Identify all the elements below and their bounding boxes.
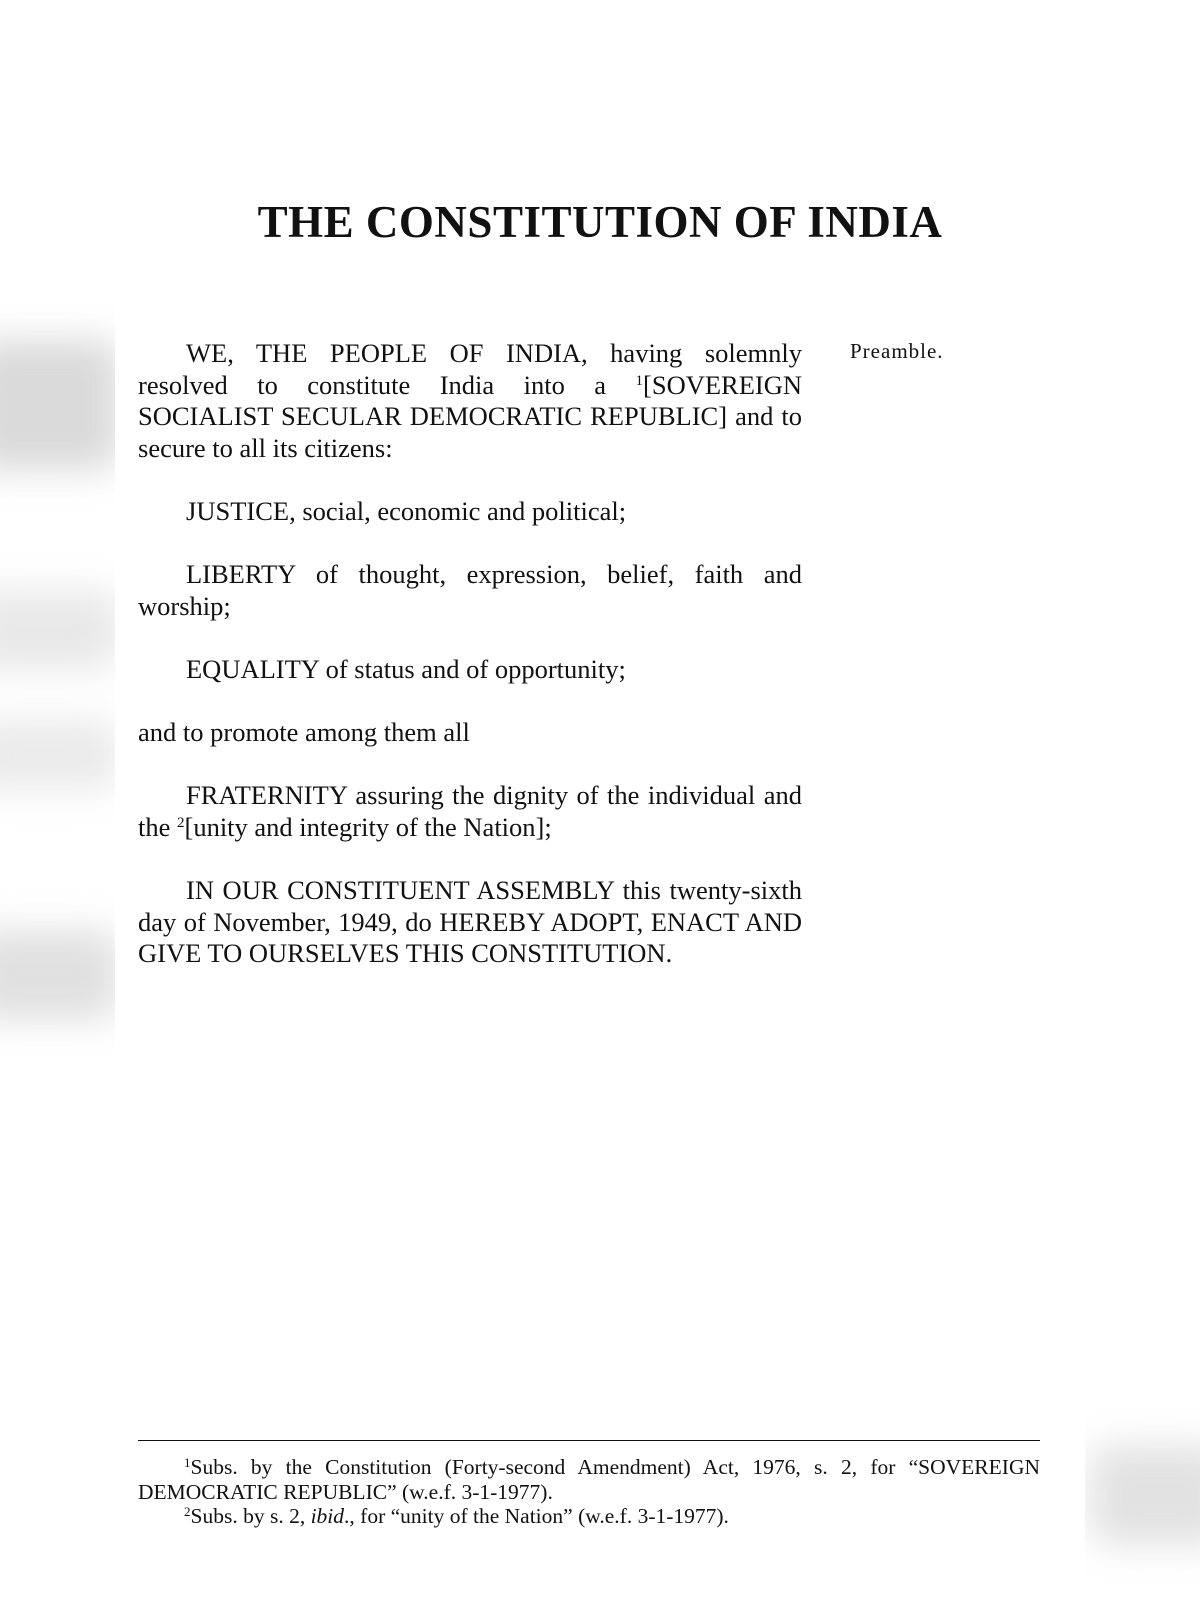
background-blur: [0, 930, 120, 1020]
footnote-2: $^2$Subs. by s. 2, ibid., for “unity of the Nation” (w.e.f. 3-1-1977).: [184, 1504, 729, 1528]
margin-note-preamble: Preamble.: [850, 339, 944, 363]
background-blur: [1090, 1445, 1200, 1545]
background-blur: [0, 590, 120, 670]
preamble-body: [138, 338, 802, 1001]
background-blur: [0, 340, 120, 470]
paragraph-equality: EQUALITY of status and of opportunity;: [186, 653, 626, 684]
footnote-ref-1[interactable]: 1: [635, 372, 643, 389]
paragraph-we-the-people: WE, THE PEOPLE OF INDIA, having solemnly resolved to constitute India into a $^1$[SOVEREIGN SOCIALIST SECULAR DEMOCRATIC REPUBLIC] and to secure to all its citizens:: [138, 338, 802, 463]
page-title: THE CONSTITUTION OF INDIA: [257, 197, 943, 247]
footnote-1: $^1$Subs. by the Constitution (Forty-second Amendment) Act, 1976, s. 2, for “SOVEREIGN DEMOCRATIC REPUBLIC” (w.e.f. 3-1-1977).: [138, 1455, 1040, 1504]
paragraph-fraternity: FRATERNITY assuring the dignity of the individual and the $^2$[unity and integrity of the Nation];: [138, 780, 802, 842]
footnote-divider: [138, 1440, 1040, 1441]
paragraph-liberty: LIBERTY of thought, expression, belief, faith and worship;: [138, 559, 802, 621]
paragraph-constituent-assembly: IN OUR CONSTITUENT ASSEMBLY this twenty-sixth day of November, 1949, do HEREBY ADOPT, ENACT AND GIVE TO OURSELVES THIS CONSTITUTION.: [138, 875, 802, 969]
background-blur: [0, 720, 120, 790]
footnote-ref-2[interactable]: 2: [177, 814, 185, 831]
paragraph-promote: and to promote among them all: [138, 717, 470, 748]
paragraph-justice: JUSTICE, social, economic and political;: [186, 495, 627, 526]
footnotes: [138, 1455, 1040, 1529]
